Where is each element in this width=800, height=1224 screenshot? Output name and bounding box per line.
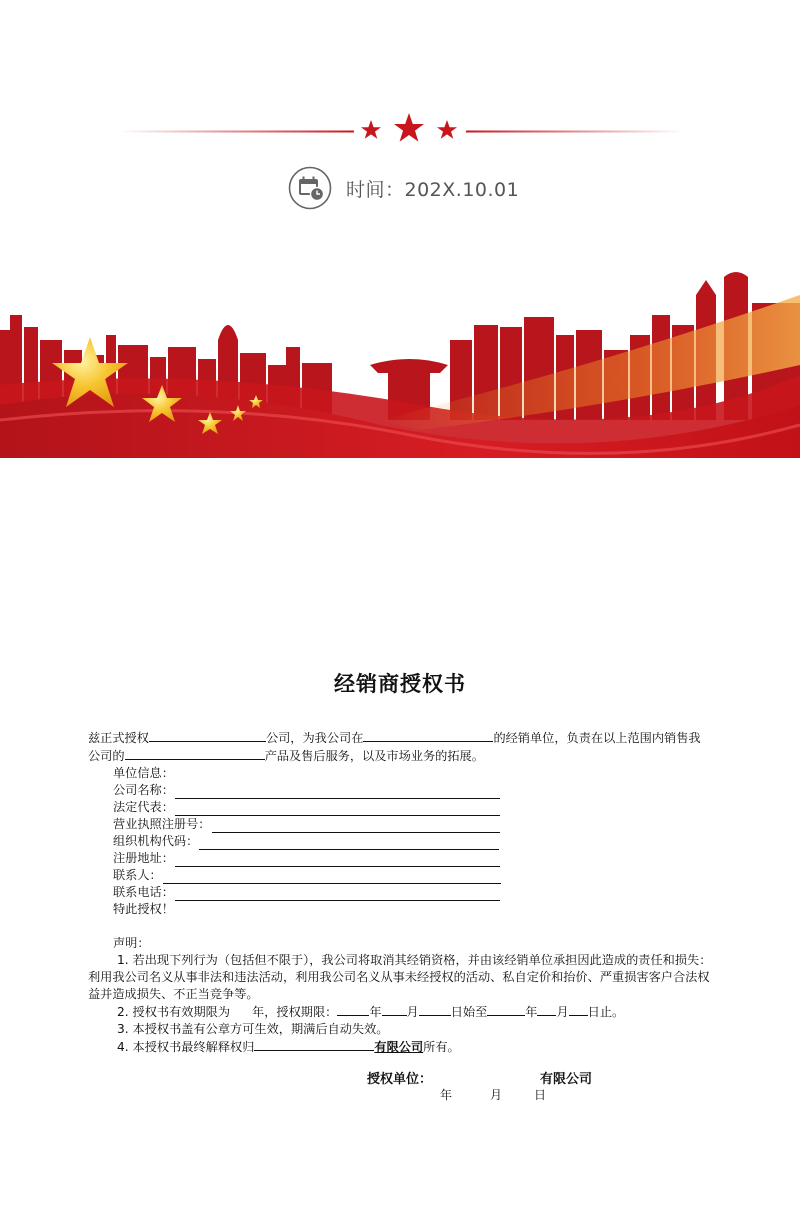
date-month: 月 (490, 1088, 503, 1102)
star-icon (361, 120, 381, 139)
blank-day (419, 1003, 451, 1016)
unit-info-label: 单位信息： (113, 766, 174, 780)
intro-text: 的经销单位，负责在以上范围内销售我 (493, 731, 701, 745)
statement-text: 月 (556, 1005, 569, 1019)
star-icon (437, 120, 457, 139)
field-contact (88, 867, 716, 884)
document-body (88, 729, 716, 1056)
signature-company: 有限公司 (540, 1072, 593, 1087)
date-day: 日 (534, 1088, 547, 1102)
field-line (163, 872, 501, 884)
intro-paragraph (88, 729, 716, 747)
field-label: 联系人： (113, 868, 162, 882)
date-year: 年 (440, 1088, 453, 1102)
statement-item-4 (88, 1038, 716, 1056)
star-icon (394, 113, 424, 142)
signature-date (440, 1086, 546, 1103)
statement-item-1: 1. 若出现下列行为（包括但不限于），我公司将取消其经销资格，并由该经销单位承担因此造成的责任和损失：利用我公司名义从事非法和违法活动，利用我公司名义从事未经授权的活动、私自定价和抬价、严重损害客户合法权益并造成损失、不正当竞争等。 (88, 953, 712, 1001)
statement-text: 4. 本授权书最终解释权归 (117, 1040, 255, 1054)
intro-paragraph-line2 (88, 747, 716, 765)
blank-company-rights (254, 1038, 374, 1051)
header-divider-ornament (0, 108, 800, 156)
intro-text: 产品及售后服务，以及市场业务的拓展。 (264, 749, 484, 763)
field-label: 组织机构代码： (113, 834, 199, 848)
field-line (199, 838, 499, 850)
field-org-code (88, 833, 716, 850)
field-label: 联系电话： (113, 885, 174, 899)
statement-text: 所有。 (423, 1040, 460, 1054)
statement-company: 有限公司 (374, 1040, 424, 1054)
statement-text: 月 (406, 1005, 419, 1019)
blank-region (363, 729, 493, 742)
blank-product (125, 747, 265, 760)
field-line (175, 855, 500, 867)
blank-company (149, 729, 266, 742)
statement-text: 日始至 (450, 1005, 488, 1019)
blank-day-end (569, 1003, 588, 1016)
intro-text: 公司的 (88, 749, 125, 763)
signature-block (0, 1068, 800, 1108)
statement-item-3: 3. 本授权书盖有公章方可生效，期满后自动失效。 (117, 1022, 389, 1036)
field-label: 法定代表： (113, 800, 174, 814)
field-phone (88, 884, 716, 901)
city-skyline-banner (0, 255, 800, 458)
date-label: 时间：202X.10.01 (346, 178, 520, 201)
field-line (175, 804, 500, 816)
intro-text: 公司，为我公司在 (265, 731, 364, 745)
statement-text: 年 (525, 1005, 538, 1019)
statement-item-2 (88, 1003, 716, 1021)
document-title: 经销商授权书 (334, 672, 466, 696)
statement-heading: 声明： (113, 936, 150, 950)
blank-year (337, 1003, 369, 1016)
divider-line-left (118, 131, 354, 133)
field-label: 营业执照注册号： (113, 817, 211, 831)
blank-year-end (487, 1003, 525, 1016)
field-address (88, 850, 716, 867)
field-line (175, 889, 500, 901)
field-legal-rep (88, 799, 716, 816)
statement-text: 2. 授权书有效期限为 (117, 1005, 231, 1019)
statement-text: 日止。 (587, 1005, 625, 1019)
statement-text: 年 (369, 1005, 382, 1019)
calendar-clock-icon (288, 166, 332, 210)
special-note: 特此授权！ (113, 902, 174, 916)
field-license-number (88, 816, 716, 833)
blank-month-end (537, 1003, 556, 1016)
field-line (175, 787, 500, 799)
blank-month (382, 1003, 407, 1016)
field-company-name (88, 782, 716, 799)
signature-label: 授权单位： (367, 1072, 433, 1087)
field-label: 注册地址： (113, 851, 174, 865)
date-row (288, 165, 519, 211)
field-label: 公司名称： (113, 783, 174, 797)
statement-text: 年，授权期限： (252, 1005, 338, 1019)
intro-text: 兹正式授权 (88, 731, 149, 745)
divider-line-right (466, 131, 684, 133)
field-line (212, 821, 500, 833)
